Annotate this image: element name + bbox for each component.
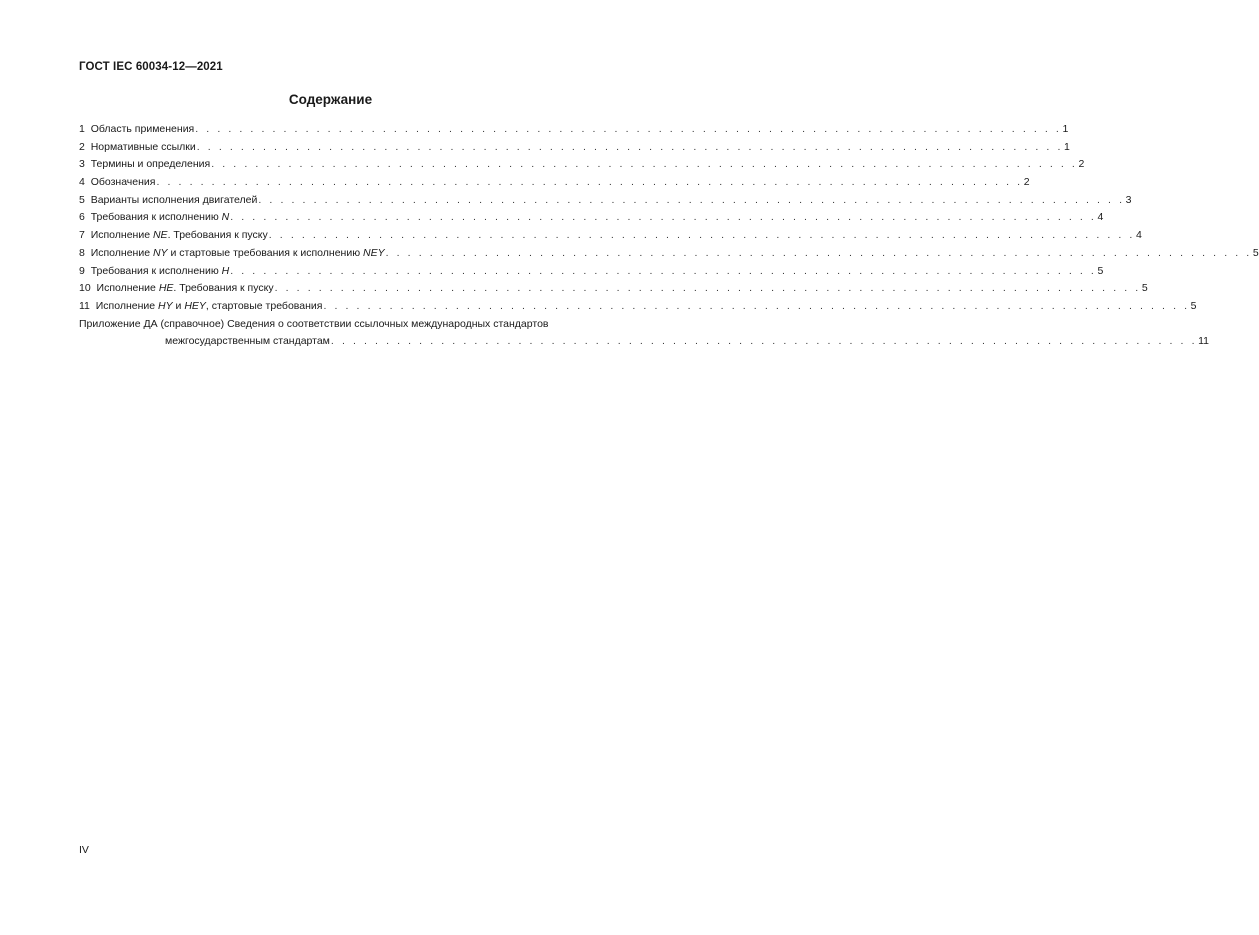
toc-entry[interactable] — [79, 245, 1259, 263]
toc-leader-dots: . . . . . . . . . . . . . . . . . . . . . . . . . . . . . . . . . . . . . . . . . . . . . . . . . . . . . . . . . . . . . . . . . . . . . . . . . . . . . . . — [385, 246, 1252, 259]
toc-entry-page: 5 — [1252, 246, 1259, 259]
toc-entry[interactable] — [79, 263, 1104, 281]
toc-entry[interactable] — [79, 192, 1132, 210]
toc-entry-label: 5 Варианты исполнения двигателей — [79, 193, 258, 206]
toc-entry-label: 7 Исполнение NE. Требования к пуску — [79, 229, 268, 242]
toc-entry-page: 5 — [1141, 282, 1148, 295]
toc-entry-label: 8 Исполнение NY и стартовые требования к исполнению NEY — [79, 246, 385, 259]
toc-leader-dots: . . . . . . . . . . . . . . . . . . . . . . . . . . . . . . . . . . . . . . . . . . . . . . . . . . . . . . . . . . . . . . . . . . . . . . . . . . . . . . . — [268, 229, 1135, 242]
toc-leader-dots: . . . . . . . . . . . . . . . . . . . . . . . . . . . . . . . . . . . . . . . . . . . . . . . . . . . . . . . . . . . . . . . . . . . . . . . . . . . . . . . — [230, 211, 1097, 224]
toc-leader-dots: . . . . . . . . . . . . . . . . . . . . . . . . . . . . . . . . . . . . . . . . . . . . . . . . . . . . . . . . . . . . . . . . . . . . . . . . . . . . . . . — [330, 335, 1198, 348]
toc-entry-page: 5 — [1190, 299, 1197, 312]
toc-entry[interactable] — [79, 156, 1085, 174]
toc-title: Содержание — [288, 92, 373, 107]
toc-annex-continuation — [79, 333, 1210, 351]
toc-entry-page: 4 — [1135, 229, 1142, 242]
toc-entry[interactable] — [79, 174, 1030, 192]
toc-entry-label: 2 Нормативные ссылки — [79, 140, 196, 153]
toc-entry-page: 3 — [1125, 193, 1132, 206]
toc-entry-page: 1 — [1062, 123, 1069, 135]
toc-entry-page: 2 — [1078, 158, 1085, 171]
toc-entry-page: 11 — [1198, 335, 1210, 348]
toc-entry-page: 1 — [1063, 140, 1070, 153]
toc-annex-label: межгосударственным стандартам — [165, 335, 330, 348]
toc-leader-dots: . . . . . . . . . . . . . . . . . . . . . . . . . . . . . . . . . . . . . . . . . . . . . . . . . . . . . . . . . . . . . . . . . . . . . . . . . . . . . . . — [195, 123, 1062, 135]
toc-leader-dots: . . . . . . . . . . . . . . . . . . . . . . . . . . . . . . . . . . . . . . . . . . . . . . . . . . . . . . . . . . . . . . . . . . . . . . . . . . . . . . . — [156, 176, 1023, 189]
toc-leader-dots: . . . . . . . . . . . . . . . . . . . . . . . . . . . . . . . . . . . . . . . . . . . . . . . . . . . . . . . . . . . . . . . . . . . . . . . . . . . . . . . — [258, 193, 1125, 206]
toc-entry[interactable] — [79, 209, 1104, 227]
toc-entry-page: 2 — [1023, 176, 1030, 189]
toc-entry-label: 11 Исполнение HY и HEY, стартовые требования — [79, 299, 323, 312]
toc-entry-label: 1 Область применения — [79, 123, 195, 135]
toc-entry-label: 9 Требования к исполнению H — [79, 264, 230, 277]
toc-entry-label: 6 Требования к исполнению N — [79, 211, 230, 224]
toc-leader-dots: . . . . . . . . . . . . . . . . . . . . . . . . . . . . . . . . . . . . . . . . . . . . . . . . . . . . . . . . . . . . . . . . . . . . . . . . . . . . . . . — [211, 158, 1078, 171]
toc-entry-page: 4 — [1097, 211, 1104, 224]
toc-leader-dots: . . . . . . . . . . . . . . . . . . . . . . . . . . . . . . . . . . . . . . . . . . . . . . . . . . . . . . . . . . . . . . . . . . . . . . . . . . . . . . . — [323, 299, 1190, 312]
toc-entry-label: 3 Термины и определения — [79, 158, 211, 171]
toc-entry[interactable] — [79, 227, 1142, 245]
toc-entry-page: 5 — [1097, 264, 1104, 277]
toc-entry[interactable] — [79, 280, 1148, 298]
document-code: ГОСТ IEC 60034-12—2021 — [79, 61, 223, 73]
toc-leader-dots: . . . . . . . . . . . . . . . . . . . . . . . . . . . . . . . . . . . . . . . . . . . . . . . . . . . . . . . . . . . . . . . . . . . . . . . . . . . . . . . — [274, 282, 1141, 295]
toc-entry[interactable] — [79, 139, 1070, 157]
toc-leader-dots: . . . . . . . . . . . . . . . . . . . . . . . . . . . . . . . . . . . . . . . . . . . . . . . . . . . . . . . . . . . . . . . . . . . . . . . . . . . . . . . — [230, 264, 1097, 277]
toc-entry-label: 4 Обозначения — [79, 176, 156, 189]
toc-leader-dots: . . . . . . . . . . . . . . . . . . . . . . . . . . . . . . . . . . . . . . . . . . . . . . . . . . . . . . . . . . . . . . . . . . . . . . . . . . . . . . . — [196, 140, 1063, 153]
toc-entry-label: 10 Исполнение HE. Требования к пуску — [79, 282, 274, 295]
toc-annex-title: Приложение ДА (справочное) Сведения о соответствии ссылочных международных стандартов — [79, 317, 549, 330]
toc-entry[interactable] — [79, 298, 1197, 316]
toc-annex-entry[interactable] — [79, 316, 1210, 351]
page-number: IV — [79, 844, 89, 856]
table-of-contents — [79, 121, 1259, 351]
toc-entry[interactable] — [79, 121, 1069, 139]
